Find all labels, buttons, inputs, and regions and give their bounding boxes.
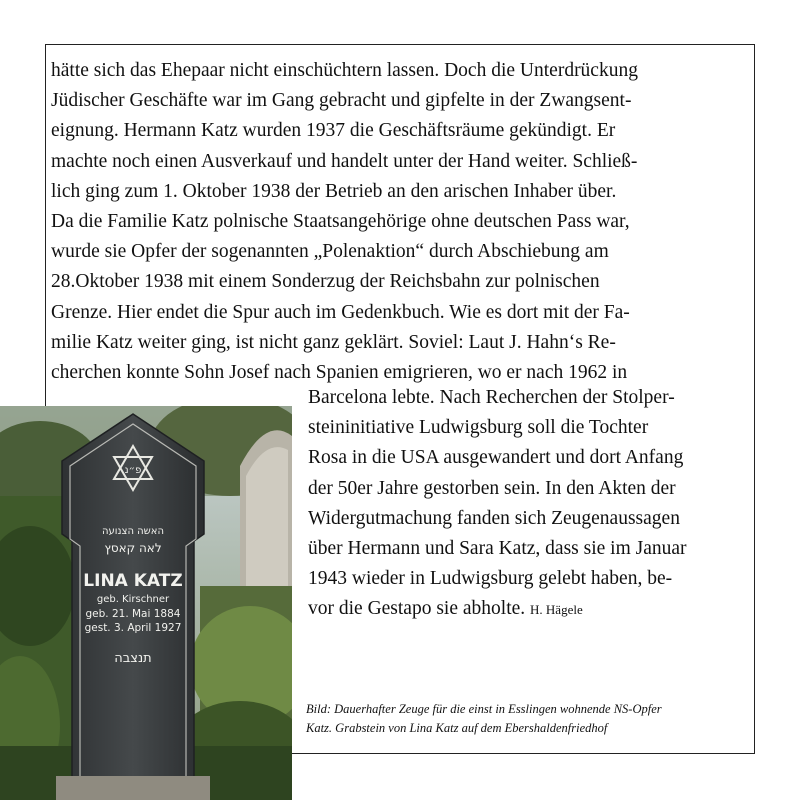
text-line: lich ging zum 1. Oktober 1938 der Betrieb an den arischen Inhaber über.	[51, 180, 617, 202]
text-line: Rosa in die USA ausgewandert und dort Anfang	[308, 447, 684, 469]
text-line: der 50er Jahre gestorben sein. In den Akten der	[308, 477, 676, 499]
death-date: gest. 3. April 1927	[84, 622, 182, 634]
caption-line: Bild: Dauerhafter Zeuge für die einst in Esslingen wohnende NS-Opfer	[306, 702, 662, 716]
text-line: Widergutmachung fanden sich Zeugenaussagen	[308, 507, 680, 529]
article-text-right	[308, 383, 748, 626]
plinth	[56, 776, 210, 800]
gravestone-illustration	[0, 406, 292, 800]
text-line: 28.Oktober 1938 mit einem Sonderzug der Reichsbahn zur polnischen	[51, 271, 600, 293]
text-line: eignung. Hermann Katz wurden 1937 die Geschäftsräume gekündigt. Er	[51, 120, 616, 142]
text-line: machte noch einen Ausverkauf und handelt unter der Hand weiter. Schließ-	[51, 150, 638, 172]
birth-date: geb. 21. Mai 1884	[85, 608, 181, 620]
text-line: über Hermann und Sara Katz, dass sie im Januar	[308, 538, 687, 560]
text-line: milie Katz weiter ging, ist nicht ganz geklärt. Soviel: Laut J. Hahn‘s Re-	[51, 331, 616, 353]
deceased-name: LINA KATZ	[83, 571, 183, 591]
caption-line: Katz. Grabstein von Lina Katz auf dem Ebershaldenfriedhof	[306, 721, 608, 735]
gravestone-photo	[0, 406, 292, 800]
text-line: Da die Familie Katz polnische Staatsangehörige ohne deutschen Pass war,	[51, 211, 630, 233]
hebrew-top: פ״נ	[124, 465, 142, 476]
text-line: Grenze. Hier endet die Spur auch im Gedenkbuch. Wie es dort mit der Fa-	[51, 301, 630, 323]
text-line: hätte sich das Ehepaar nicht einschüchtern lassen. Doch die Unterdrückung	[51, 60, 638, 81]
author-credit: H. Hägele	[530, 602, 583, 618]
text-line: 1943 wieder in Ludwigsburg gelebt haben, be-	[308, 568, 673, 590]
hebrew-line: האשה הצנועה	[101, 526, 165, 537]
text-line	[308, 594, 748, 625]
text-line: Jüdischer Geschäfte war im Gang gebracht und gipfelte in der Zwangsent-	[51, 90, 632, 112]
text-line: wurde sie Opfer der sogenannten „Polenaktion“ durch Abschiebung am	[51, 241, 609, 263]
text-line: steininitiative Ludwigsburg soll die Tochter	[308, 417, 649, 439]
article-text-top	[51, 56, 741, 388]
text-line: cherchen konnte Sohn Josef nach Spanien emigrieren, wo er nach 1962 in	[51, 362, 628, 384]
hebrew-bottom: תנצבה	[114, 651, 152, 666]
text-line-end: vor die Gestapo sie abholte.	[308, 598, 526, 620]
neighbour-stone-face	[246, 447, 288, 596]
photo-caption	[306, 700, 746, 738]
maiden-name: geb. Kirschner	[96, 594, 170, 605]
text-line: Barcelona lebte. Nach Recherchen der Stolper-	[308, 387, 675, 408]
hebrew-line: לאה קאסץ	[104, 541, 162, 555]
